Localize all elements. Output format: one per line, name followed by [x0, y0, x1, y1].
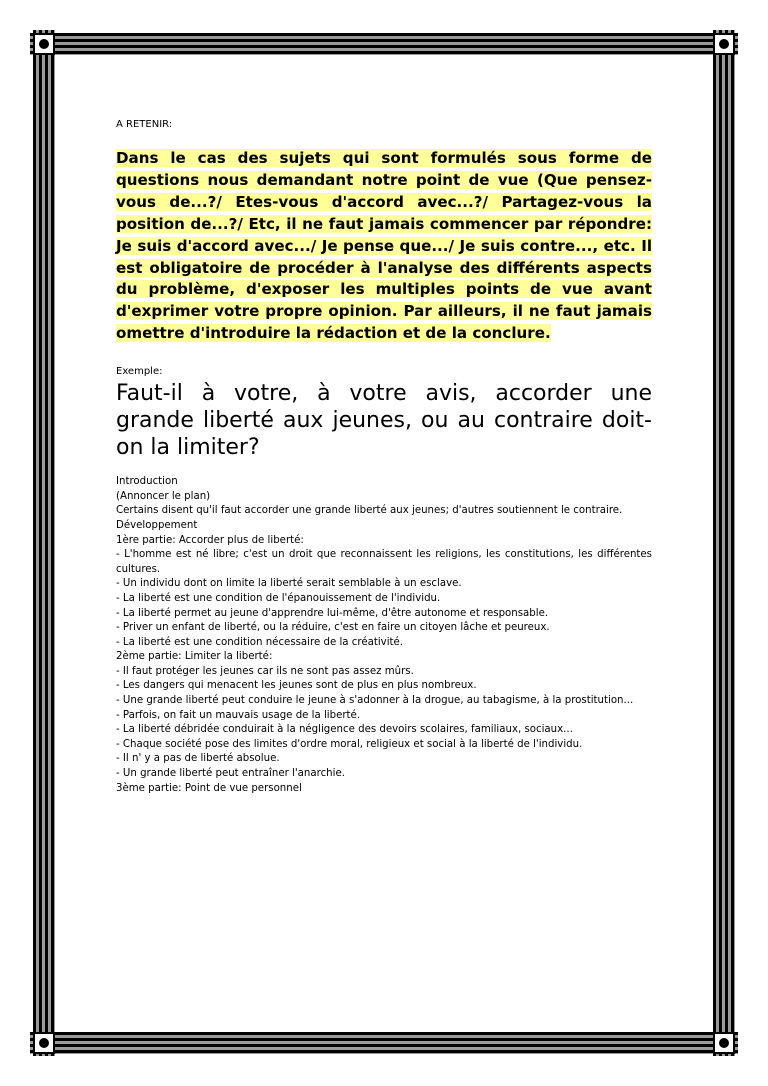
page-border-right [713, 30, 735, 1056]
plan-line: - Parfois, on fait un mauvais usage de la liberté. [116, 709, 361, 721]
plan-line: Développement [116, 519, 198, 531]
plan-line: Introduction [116, 476, 178, 488]
highlighted-rule [116, 148, 652, 345]
plan-line: - Il n' y a pas de liberté absolue. [116, 753, 280, 765]
plan-line: 3ème partie: Point de vue personnel [116, 782, 302, 794]
plan-line: - Il faut protéger les jeunes car ils ne sont pas assez mûrs. [116, 665, 414, 677]
plan-line: - L'homme est né libre; c'est un droit que reconnaissent les religions, les constitutions, les différentes cultures. [116, 549, 652, 575]
corner-dot-icon [713, 33, 735, 55]
page-border-top [30, 33, 738, 55]
corner-dot-icon [713, 1032, 735, 1054]
plan-line: - Un grande liberté peut entraîner l'anarchie. [116, 768, 345, 780]
plan-line: Certains disent qu'il faut accorder une grande liberté aux jeunes; d'autres soutiennent le contraire. [116, 505, 623, 517]
corner-dot-icon [33, 33, 55, 55]
section-heading: A RETENIR: [116, 119, 173, 130]
plan-line: - Un individu dont on limite la liberté serait semblable à un esclave. [116, 578, 462, 590]
plan-line: - La liberté est une condition nécessaire de la créativité. [116, 636, 404, 648]
plan-line: - La liberté permet au jeune d'apprendre lui-même, d'être autonome et responsable. [116, 607, 549, 619]
essay-question: Faut-il à votre, à votre avis, accorder une grande liberté aux jeunes, ou au contraire doit-on la limiter? [116, 381, 652, 461]
plan-line: - Priver un enfant de liberté, ou la réduire, c'est en faire un citoyen lâche et peureux. [116, 622, 550, 634]
plan-line: - La liberté est une condition de l'épanouissement de l'individu. [116, 592, 441, 604]
plan-line: (Annoncer le plan) [116, 490, 211, 502]
page-border-left [33, 30, 55, 1056]
plan-line: 1ère partie: Accorder plus de liberté: [116, 534, 304, 546]
example-label: Exemple: [116, 366, 163, 378]
page-border-bottom [30, 1032, 738, 1054]
page-content [116, 118, 652, 796]
corner-dot-icon [33, 1032, 55, 1054]
essay-plan [116, 475, 652, 796]
highlighted-rule-text: Dans le cas des sujets qui sont formulés sous forme de questions nous demandant notre point de vue (Que pensez- vous de...?/ Etes-vous d'accord avec...?/ Partagez-vous la position de...?/ Etc, il ne faut jamais commencer par répondre: Je suis d'accord avec.../ Je pense que.../ Je suis contre..., etc. Il est obligatoire de procéder à l'analyse des différents aspects du problème, d'exposer les multiples points de vue avant d'exprimer votre propre opinion. Par ailleurs, il ne faut jamais omettre d'introduire la rédaction et de la conclure. [116, 149, 652, 343]
plan-line: - Chaque société pose des limites d'ordre moral, religieux et social à la liberté de l'individu. [116, 738, 583, 750]
plan-line: 2ème partie: Limiter la liberté: [116, 651, 273, 663]
plan-line: - Une grande liberté peut conduire le jeune à s'adonner à la drogue, au tabagisme, à la prostitution... [116, 695, 634, 707]
plan-line: - La liberté débridée conduirait à la négligence des devoirs scolaires, familiaux, sociaux... [116, 724, 573, 736]
plan-line: - Les dangers qui menacent les jeunes sont de plus en plus nombreux. [116, 680, 477, 692]
